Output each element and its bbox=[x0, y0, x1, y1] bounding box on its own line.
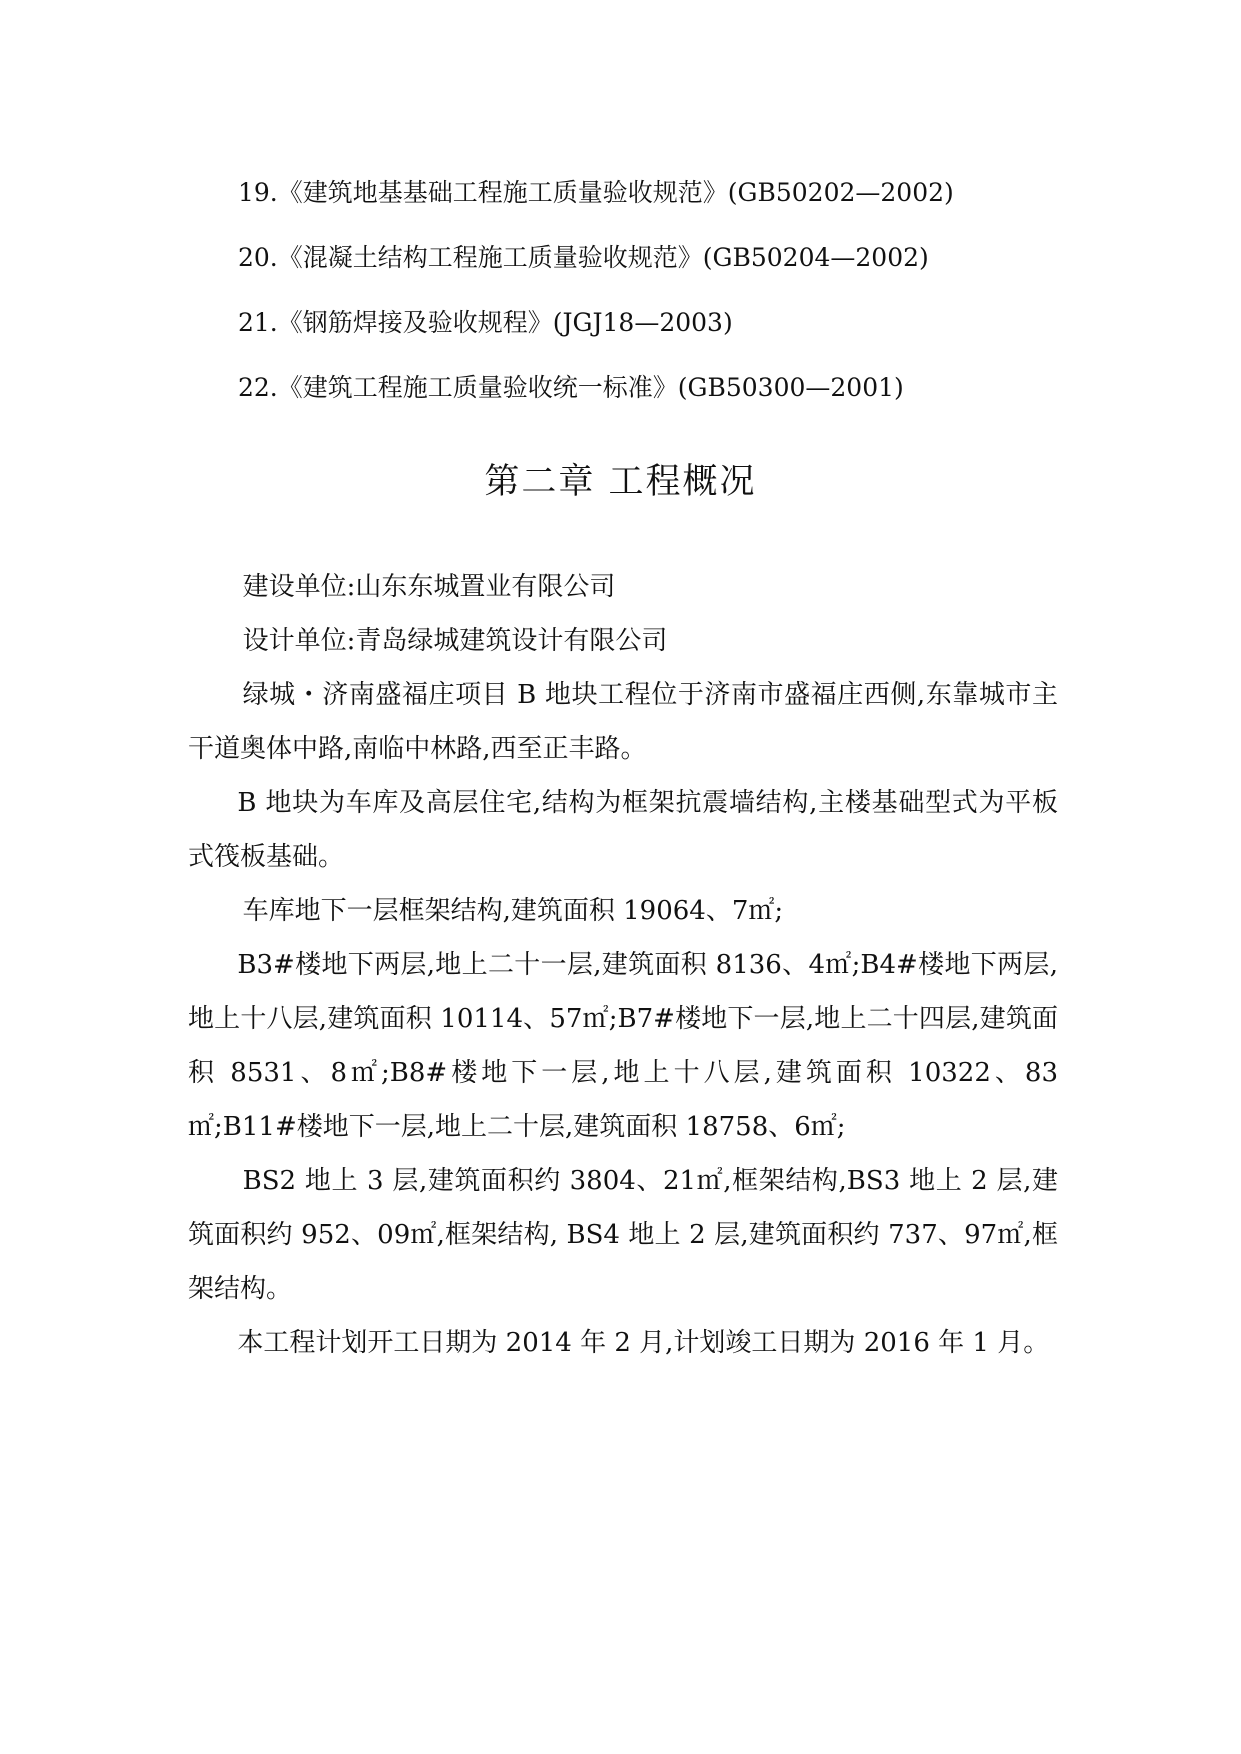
paragraph-location: 绿城・济南盛福庄项目 B 地块工程位于济南市盛福庄西侧,东靠城市主干道奥体中路,南临中林路,西至正丰路。 bbox=[188, 680, 1058, 764]
paragraph-designer: 设计单位:青岛绿城建筑设计有限公司 bbox=[242, 626, 668, 656]
paragraph-buildings: B3#楼地下两层,地上二十一层,建筑面积 8136、4㎡;B4#楼地下两层,地上十八层,建筑面积 10114、57㎡;B7#楼地下一层,地上二十四层,建筑面积 8531、8㎡;B8#楼地下一层,地上十八层,建筑面积 10322、83㎡;B11#楼地下一层,地上二十层,建筑面积 18758、6㎡; bbox=[188, 950, 1058, 1142]
reference-list bbox=[238, 160, 1138, 420]
reference-item: 21.《钢筋焊接及验收规程》(JGJ18—2003) bbox=[238, 308, 733, 337]
reference-item: 22.《建筑工程施工质量验收统一标准》(GB50300—2001) bbox=[238, 373, 904, 402]
paragraph-structure: B 地块为车库及高层住宅,结构为框架抗震墙结构,主楼基础型式为平板式筏板基础。 bbox=[188, 788, 1058, 872]
chapter-title: 第二章 工程概况 bbox=[484, 462, 757, 502]
paragraph-garage: 车库地下一层框架结构,建筑面积 19064、7㎡; bbox=[242, 896, 784, 926]
paragraph-schedule: 本工程计划开工日期为 2014 年 2 月,计划竣工日期为 2016 年 1 月。 bbox=[237, 1328, 1050, 1358]
reference-item: 19.《建筑地基基础工程施工质量验收规范》(GB50202—2002) bbox=[238, 178, 954, 207]
reference-item: 20.《混凝土结构工程施工质量验收规范》(GB50204—2002) bbox=[238, 243, 929, 272]
body-text bbox=[188, 560, 1058, 1370]
paragraph-owner: 建设单位:山东东城置业有限公司 bbox=[242, 572, 616, 602]
paragraph-bs-buildings: BS2 地上 3 层,建筑面积约 3804、21㎡,框架结构,BS3 地上 2 层,建筑面积约 952、09㎡,框架结构, BS4 地上 2 层,建筑面积约 737、97㎡,框架结构。 bbox=[188, 1166, 1058, 1304]
